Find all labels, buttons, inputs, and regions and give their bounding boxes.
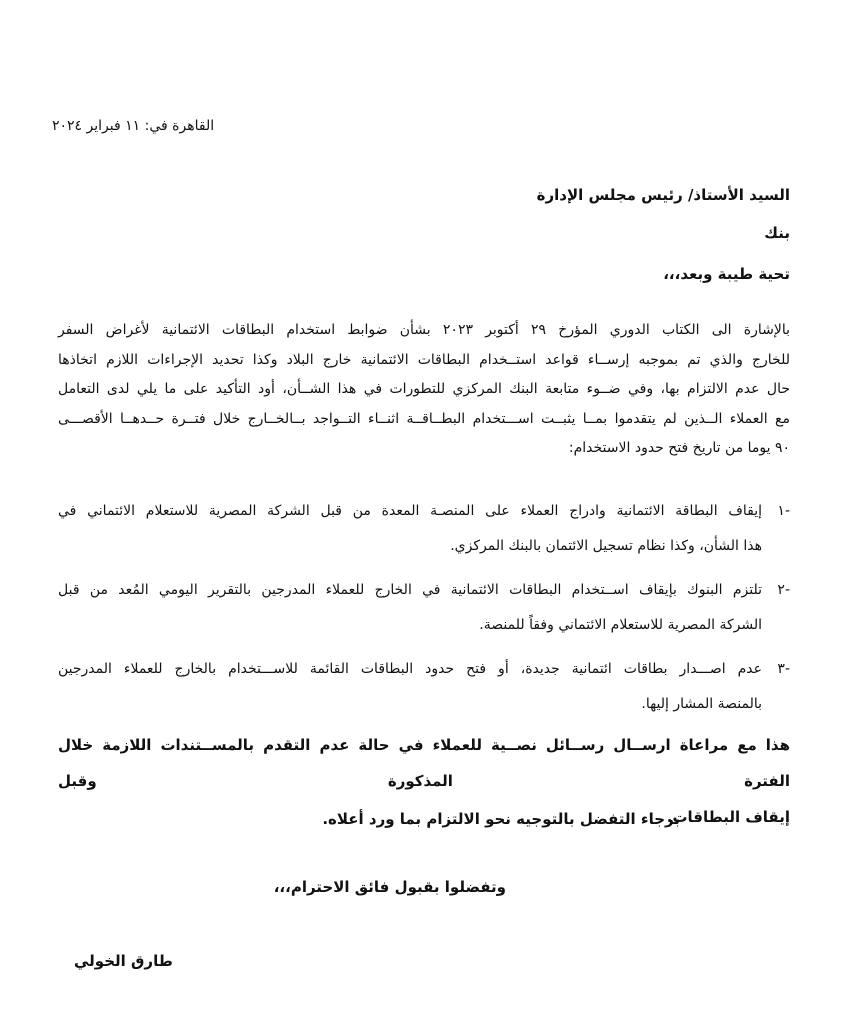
list-item-number: -١ [777,503,790,519]
closing-note-line: إيقاف البطاقات. [666,808,790,826]
list-item-line: هذا الشأن، وكذا نظام تسجيل الائتمان بالبنك المركزي. [450,538,762,554]
closing-note-line: هذا مع مراعاة ارســال رســائل نصــية للعملاء في حالة عدم التقدم بالمســتندات اللازمة خلال الفترة المذكورة وقبل [58,736,790,790]
letter-date-text: القاهرة في: ١١ فبراير ٢٠٢٤ [52,118,215,134]
list-item [58,573,790,643]
numbered-list [58,494,790,731]
intro-paragraph [58,316,790,464]
intro-line: حال عدم الالتزام بها، وفي ضــوء متابعة البنك المركزي للتطورات في هذا الشــأن، أود التأكيد على ما يلي لدى التعامل [58,381,790,397]
intro-line: للخارج والذي تم بموجبه إرســاء قواعد استــخدام البطاقات الائتمانية خارج البلاد وكذا تحديد الإجراءات اللازم اتخاذها [58,351,790,368]
request-line: برجاء التفضل بالتوجيه نحو الالتزام بما ورد أعلاه. [322,810,680,828]
intro-line: بالإشارة الى الكتاب الدوري المؤرخ ٢٩ أكتوبر ٢٠٢٣ بشأن ضوابط استخدام البطاقات الائتمانية لأغراض السفر [58,322,790,338]
list-item-number: -٣ [777,661,790,677]
intro-line: مع العملاء الــذين لم يتقدموا بمــا يثبــت اســـتخدام البطــاقــة اثنــاء التــواجد بــالخــارج خلال فتــرة حــدهــا الأقصـــى [58,410,790,427]
list-item-line: عدم اصـــدار بطاقات ائتمانية جديدة، أو فتح حدود البطاقات القائمة للاســـتخدام بالخارج للعملاء المدرجين [58,661,762,677]
list-item-number: -٢ [777,582,790,598]
list-item-line: بالمنصة المشار إليها. [641,696,762,712]
list-item-line: إيقاف البطاقة الائتمانية وادراج العملاء على المنصـة المعدة من قبل الشركة المصرية للاستعلام الائتماني في [58,503,762,519]
list-item-line: تلتزم البنوك بإيقاف اســتخدام البطاقات الائتمانية في الخارج للعملاء المدرجين بالتقرير اليومي المُعد من قبل [58,582,762,598]
greeting: تحية طيبة وبعد،،، [663,265,790,283]
list-item-line: الشركة المصرية للاستعلام الائتماني وفقاً للمنصة. [479,617,762,633]
bank-name: بنك [764,224,790,242]
list-item [58,494,790,564]
signatory-name: طارق الخولي [74,952,173,970]
addressee: السيد الأستاذ/ رئيس مجلس الإدارة [536,186,790,204]
intro-line: ٩٠ يوما من تاريخ فتح حدود الاستخدام: [568,440,790,456]
regards-line: وتفضلوا بقبول فائق الاحترام،،، [273,878,506,896]
list-item [58,652,790,722]
letter-date [52,118,272,134]
